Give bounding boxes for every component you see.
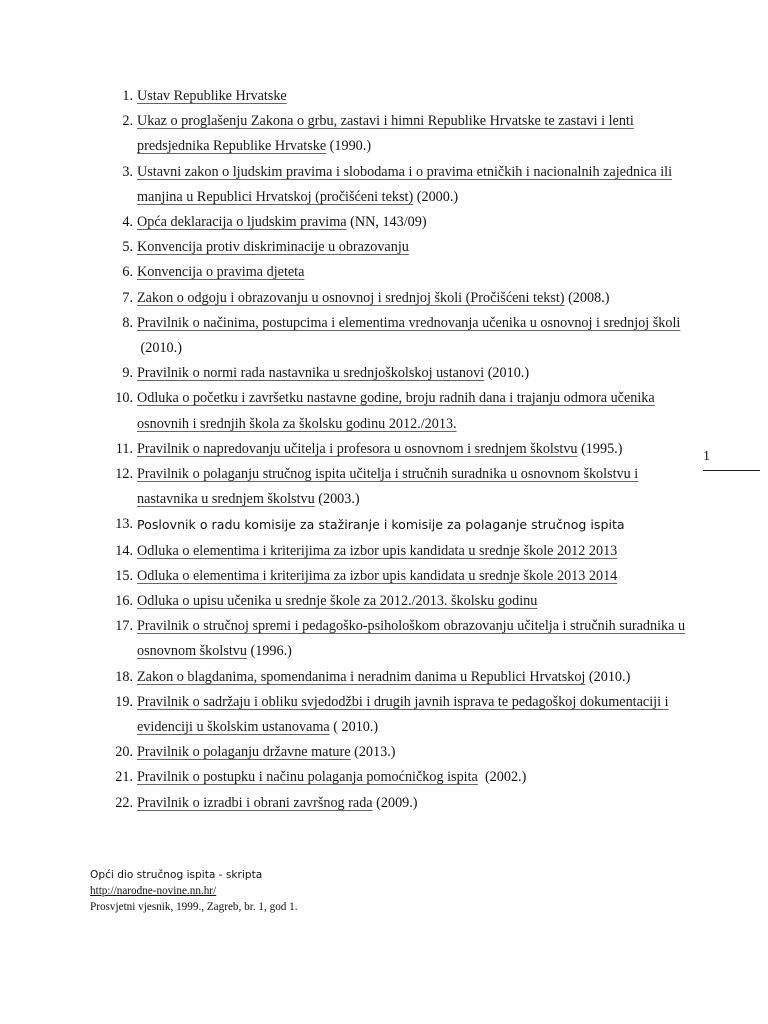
list-item-year: (1995.) <box>577 440 623 457</box>
law-link[interactable]: Pravilnik o normi rada nastavnika u srednjoškolskoj ustanovi <box>137 365 485 382</box>
page-number: 1 <box>703 449 710 464</box>
law-link[interactable]: Pravilnik o polaganju stručnog ispita učitelja i stručnih suradnika u osnovnom školstvu i nastavnika u srednjem školstvu <box>137 466 639 508</box>
law-link[interactable]: Zakon o odgoju i obrazovanju u osnovnoj i srednjoj školi (Pročišćeni tekst) <box>137 289 565 306</box>
list-item-number: 10. <box>115 390 133 407</box>
law-link[interactable]: Pravilnik o izradbi i obrani završnog rada <box>137 794 373 811</box>
list-item-number: 4. <box>122 214 133 231</box>
list-item <box>122 84 687 109</box>
list-item-number: 15. <box>115 567 133 584</box>
law-list <box>115 84 687 816</box>
list-item-number: 21. <box>115 769 133 786</box>
law-link[interactable]: Ustavni zakon o ljudskim pravima i slobodama i o pravima etničkih i nacionalnih zajednica ili manjina u Republici Hrvatskoj (pročišćeni tekst) <box>137 163 673 205</box>
list-item-year: ( 2010.) <box>329 719 379 736</box>
list-item-number: 1. <box>122 88 133 104</box>
list-item-year: (1990.) <box>326 138 372 155</box>
list-item-year: (2010.) <box>137 340 182 357</box>
list-item-number: 13. <box>115 516 133 533</box>
list-item <box>115 665 687 690</box>
list-item-year: (2009.) <box>372 794 418 811</box>
law-link[interactable]: Pravilnik o polaganju državne mature <box>137 744 351 761</box>
list-item-number: 19. <box>115 693 133 710</box>
list-item-year: (1996.) <box>246 643 292 660</box>
list-item-number: 22. <box>115 794 133 811</box>
list-item-number: 16. <box>115 593 133 610</box>
law-link[interactable]: Pravilnik o postupku i načinu polaganja pomoćničkog ispita <box>137 769 478 786</box>
law-link[interactable]: Ukaz o proglašenju Zakona o grbu, zastavi i himni Republike Hrvatske te zastavi i lenti predsjednika Republike Hrvatske <box>137 113 634 155</box>
list-item-number: 2. <box>122 113 133 130</box>
law-link[interactable]: Odluka o početku i završetku nastavne godine, broju radnih dana i trajanju odmora učenika osnovnih i srednjih škola za školsku godinu 2012./2013. <box>137 390 655 432</box>
law-link[interactable]: Odluka o elementima i kriterijima za izbor upis kandidata u srednje škole 2012 2013 <box>137 542 618 559</box>
list-item <box>115 386 687 436</box>
list-item-year: (2000.) <box>413 188 459 205</box>
law-link[interactable]: Opća deklaracija o ljudskim pravima <box>137 214 347 231</box>
footnote-link[interactable]: http://narodne-novine.nn.hr/ <box>90 885 217 897</box>
list-item <box>115 462 687 512</box>
list-item-year: (NN, 143/09) <box>346 214 427 231</box>
list-item-year: (2010.) <box>585 668 631 685</box>
list-item <box>115 740 687 765</box>
law-link[interactable]: Zakon o blagdanima, spomendanima i neradnim danima u Republici Hrvatskoj <box>137 668 586 685</box>
list-item <box>115 512 687 538</box>
list-item-number: 12. <box>115 466 133 483</box>
list-item-year: (2008.) <box>564 289 610 306</box>
list-item-number: 7. <box>122 289 133 306</box>
list-item <box>115 564 687 589</box>
page-number-rule <box>703 470 760 471</box>
law-link[interactable]: Konvencija o pravima djeteta <box>137 264 305 281</box>
list-item <box>115 765 687 790</box>
list-item-number: 14. <box>115 542 133 559</box>
list-item-year: (2003.) <box>314 491 360 508</box>
list-item-year: (2002.) <box>477 769 527 786</box>
list-item <box>115 791 687 816</box>
list-item <box>122 210 687 235</box>
footnotes <box>90 867 298 915</box>
list-item <box>115 690 687 740</box>
law-link[interactable]: Odluka o elementima i kriterijima za izbor upis kandidata u srednje škole 2013 2014 <box>137 567 618 584</box>
list-item-number: 6. <box>122 264 133 281</box>
law-link[interactable]: Pravilnik o sadržaju i obliku svjedodžbi i drugih javnih isprava te pedagoškoj dokumentaciji i evidenciji u školskim ustanovama <box>137 693 669 736</box>
list-item-year: (2010.) <box>484 365 530 382</box>
law-link[interactable]: Pravilnik o načinima, postupcima i elementima vrednovanja učenika u osnovnoj i srednjoj školi <box>137 314 681 331</box>
footnote-line-3: Prosvjetni vjesnik, 1999., Zagreb, br. 1, god 1. <box>90 901 298 913</box>
list-item <box>115 437 687 462</box>
list-item-number: 11. <box>115 440 133 457</box>
list-item <box>122 361 687 386</box>
list-item-number: 18. <box>115 668 133 685</box>
law-link[interactable]: Odluka o upisu učenika u srednje škole za 2012./2013. školsku godinu <box>137 593 538 610</box>
list-item-text: Poslovnik o radu komisije za stažiranje i komisije za polaganje stručnog ispita <box>137 517 625 533</box>
law-link[interactable]: Pravilnik o napredovanju učitelja i profesora u osnovnom i srednjem školstvu <box>137 440 578 457</box>
list-item-number: 8. <box>122 314 133 331</box>
list-item <box>122 260 687 285</box>
list-item-number: 17. <box>115 618 133 635</box>
list-item-year: (2013.) <box>350 744 396 761</box>
list-item-number: 3. <box>122 163 133 180</box>
footnote-line-1: Opći dio stručnog ispita - skripta <box>90 869 263 881</box>
list-item <box>122 311 687 361</box>
list-item <box>115 614 687 664</box>
law-link[interactable]: Ustav Republike Hrvatske <box>137 88 287 104</box>
list-item <box>122 109 687 159</box>
list-item <box>122 286 687 311</box>
list-item <box>115 589 687 614</box>
law-link[interactable]: Konvencija protiv diskriminacije u obrazovanju <box>137 239 409 256</box>
list-item <box>122 235 687 260</box>
law-link[interactable]: Pravilnik o stručnoj spremi i pedagoško-psihološkom obrazovanju učitelja i stručnih suradnika u osnovnom školstvu <box>137 618 686 660</box>
list-item-number: 5. <box>122 239 133 256</box>
list-item <box>115 539 687 564</box>
list-item-number: 20. <box>115 744 133 761</box>
list-item-number: 9. <box>122 365 133 382</box>
list-item <box>122 160 687 210</box>
